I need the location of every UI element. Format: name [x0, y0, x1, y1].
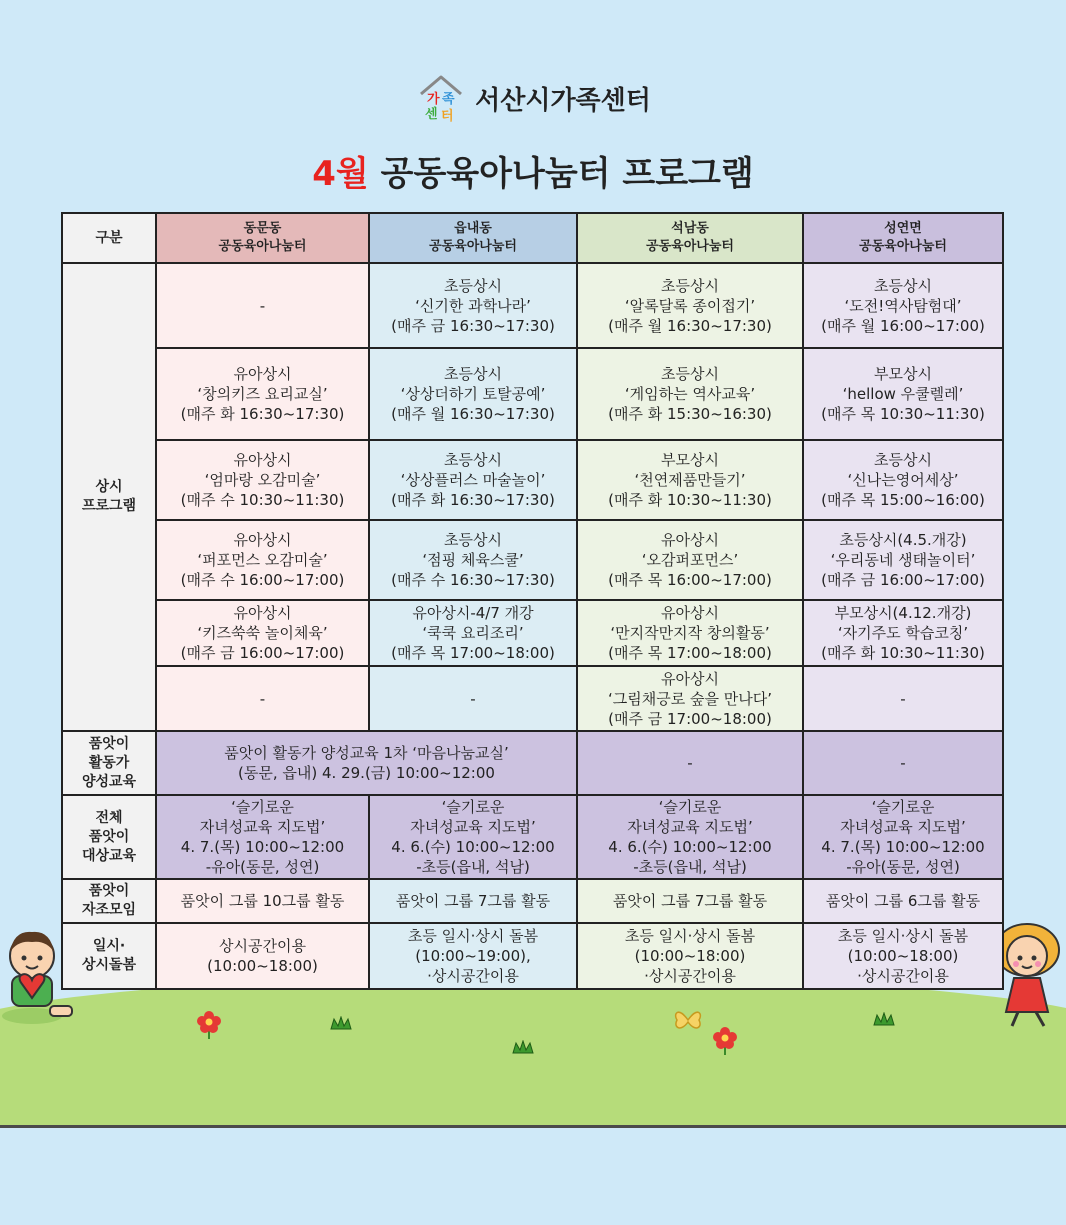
table-cell: 유아상시 ‘창의키즈 요리교실’ (매주 화 16:30~17:30) [156, 348, 369, 440]
section-volunteer-training: 품앗이 활동가 양성교육 [62, 731, 156, 795]
table-cell: 초등 일시·상시 돌봄 (10:00~19:00), ·상시공간이용 [369, 923, 577, 989]
section-regular-program: 상시 프로그램 [62, 263, 156, 731]
butterfly-icon [673, 1006, 703, 1034]
table-cell: 유아상시 ‘오감퍼포먼스’ (매주 목 16:00~17:00) [577, 520, 803, 600]
table-cell: - [156, 666, 369, 731]
svg-text:터: 터 [441, 109, 454, 124]
table-cell: 품앗이 그룹 10그룹 활동 [156, 879, 369, 923]
title-month: 4월 [312, 154, 369, 194]
section-care: 일시· 상시돌봄 [62, 923, 156, 989]
table-cell: 초등상시 ‘게임하는 역사교육’ (매주 화 15:30~16:30) [577, 348, 803, 440]
section-all-training: 전체 품앗이 대상교육 [62, 795, 156, 879]
program-table [61, 212, 1004, 990]
title-rest: 공동육아나눔터 프로그램 [368, 154, 754, 194]
page-title [0, 146, 1066, 195]
table-cell: ‘슬기로운 자녀성교육 지도법’ 4. 6.(수) 10:00~12:00 -초등(읍내, 석남) [577, 795, 803, 879]
header-seongyeon: 성연면 공동육아나눔터 [803, 213, 1003, 263]
table-cell: 유아상시 ‘키즈쑥쑥 놀이체육’ (매주 금 16:00~17:00) [156, 600, 369, 666]
logo-name: 서산시가족센터 [475, 85, 651, 116]
table-cell: ‘슬기로운 자녀성교육 지도법’ 4. 6.(수) 10:00~12:00 -초등(읍내, 석남) [369, 795, 577, 879]
table-row [62, 879, 1003, 923]
table-row [62, 520, 1003, 600]
table-cell: - [577, 731, 803, 795]
section-groups: 품앗이 자조모임 [62, 879, 156, 923]
table-cell: 유아상시-4/7 개강 ‘쿡쿡 요리조리’ (매주 목 17:00~18:00) [369, 600, 577, 666]
svg-text:가: 가 [427, 92, 440, 107]
table-cell: ‘슬기로운 자녀성교육 지도법’ 4. 7.(목) 10:00~12:00 -유아(동문, 성연) [156, 795, 369, 879]
table-cell: - [156, 263, 369, 348]
table-row [62, 923, 1003, 989]
red-flower-icon [712, 1026, 738, 1056]
table-cell: 초등상시 ‘도전!역사탐험대’ (매주 월 16:00~17:00) [803, 263, 1003, 348]
table-row [62, 666, 1003, 731]
table-cell: 부모상시(4.12.개강) ‘자기주도 학습코칭’ (매주 화 10:30~11:30) [803, 600, 1003, 666]
table-cell: 유아상시 ‘만지작만지작 창의활동’ (매주 목 17:00~18:00) [577, 600, 803, 666]
red-flower-icon [196, 1010, 222, 1040]
table-cell: - [369, 666, 577, 731]
table-cell: 유아상시 ‘그림채긍로 숲을 만나다’ (매주 금 17:00~18:00) [577, 666, 803, 731]
table-row [62, 600, 1003, 666]
table-cell: - [803, 666, 1003, 731]
svg-text:족: 족 [442, 92, 455, 107]
table-cell: 품앗이 그룹 7그룹 활동 [577, 879, 803, 923]
table-cell: ‘슬기로운 자녀성교육 지도법’ 4. 7.(목) 10:00~12:00 -유아(동문, 성연) [803, 795, 1003, 879]
table-cell: 유아상시 ‘퍼포먼스 오감미술’ (매주 수 16:00~17:00) [156, 520, 369, 600]
grass-tuft-icon [512, 1040, 534, 1054]
table-cell: 초등 일시·상시 돌봄 (10:00~18:00) ·상시공간이용 [803, 923, 1003, 989]
header-eupnae: 읍내동 공동육아나눔터 [369, 213, 577, 263]
header-seoknam: 석남동 공동육아나눔터 [577, 213, 803, 263]
table-cell: 품앗이 그룹 6그룹 활동 [803, 879, 1003, 923]
table-cell: 초등상시 ‘상상더하기 토탈공예’ (매주 월 16:30~17:30) [369, 348, 577, 440]
table-cell: 상시공간이용 (10:00~18:00) [156, 923, 369, 989]
table-cell: 초등상시 ‘알록달록 종이접기’ (매주 월 16:30~17:30) [577, 263, 803, 348]
table-cell: 초등상시 ‘신나는영어세상’ (매주 목 15:00~16:00) [803, 440, 1003, 520]
table-cell: 부모상시 ‘hellow 우쿨렐레’ (매주 목 10:30~11:30) [803, 348, 1003, 440]
grass-tuft-icon [330, 1016, 352, 1030]
table-cell: 초등상시(4.5.개강) ‘우리동네 생태놀이터’ (매주 금 16:00~17:00) [803, 520, 1003, 600]
table-row [62, 348, 1003, 440]
house-logo-icon [415, 72, 467, 124]
grass-tuft-icon [873, 1012, 895, 1026]
svg-text:센: 센 [425, 107, 438, 122]
table-cell: 초등 일시·상시 돌봄 (10:00~18:00) ·상시공간이용 [577, 923, 803, 989]
header-dongmun: 동문동 공동육아나눔터 [156, 213, 369, 263]
table-cell: 초등상시 ‘신기한 과학나라’ (매주 금 16:30~17:30) [369, 263, 577, 348]
table-cell: 초등상시 ‘점핑 체육스쿨’ (매주 수 16:30~17:30) [369, 520, 577, 600]
table-row [62, 263, 1003, 348]
table-header-row [62, 213, 1003, 263]
table-cell: 품앗이 그룹 7그룹 활동 [369, 879, 577, 923]
table-cell: 유아상시 ‘엄마랑 오감미술’ (매주 수 10:30~11:30) [156, 440, 369, 520]
table-cell-merged: 품앗이 활동가 양성교육 1차 ‘마음나눔교실’ (동문, 읍내) 4. 29.(금) 10:00~12:00 [156, 731, 577, 795]
table-cell: 부모상시 ‘천연제품만들기’ (매주 화 10:30~11:30) [577, 440, 803, 520]
logo [0, 72, 1066, 124]
table-row [62, 440, 1003, 520]
table-row [62, 731, 1003, 795]
header-category: 구분 [62, 213, 156, 263]
table-cell: - [803, 731, 1003, 795]
table-row [62, 795, 1003, 879]
table-cell: 초등상시 ‘상상플러스 마술놀이’ (매주 화 16:30~17:30) [369, 440, 577, 520]
